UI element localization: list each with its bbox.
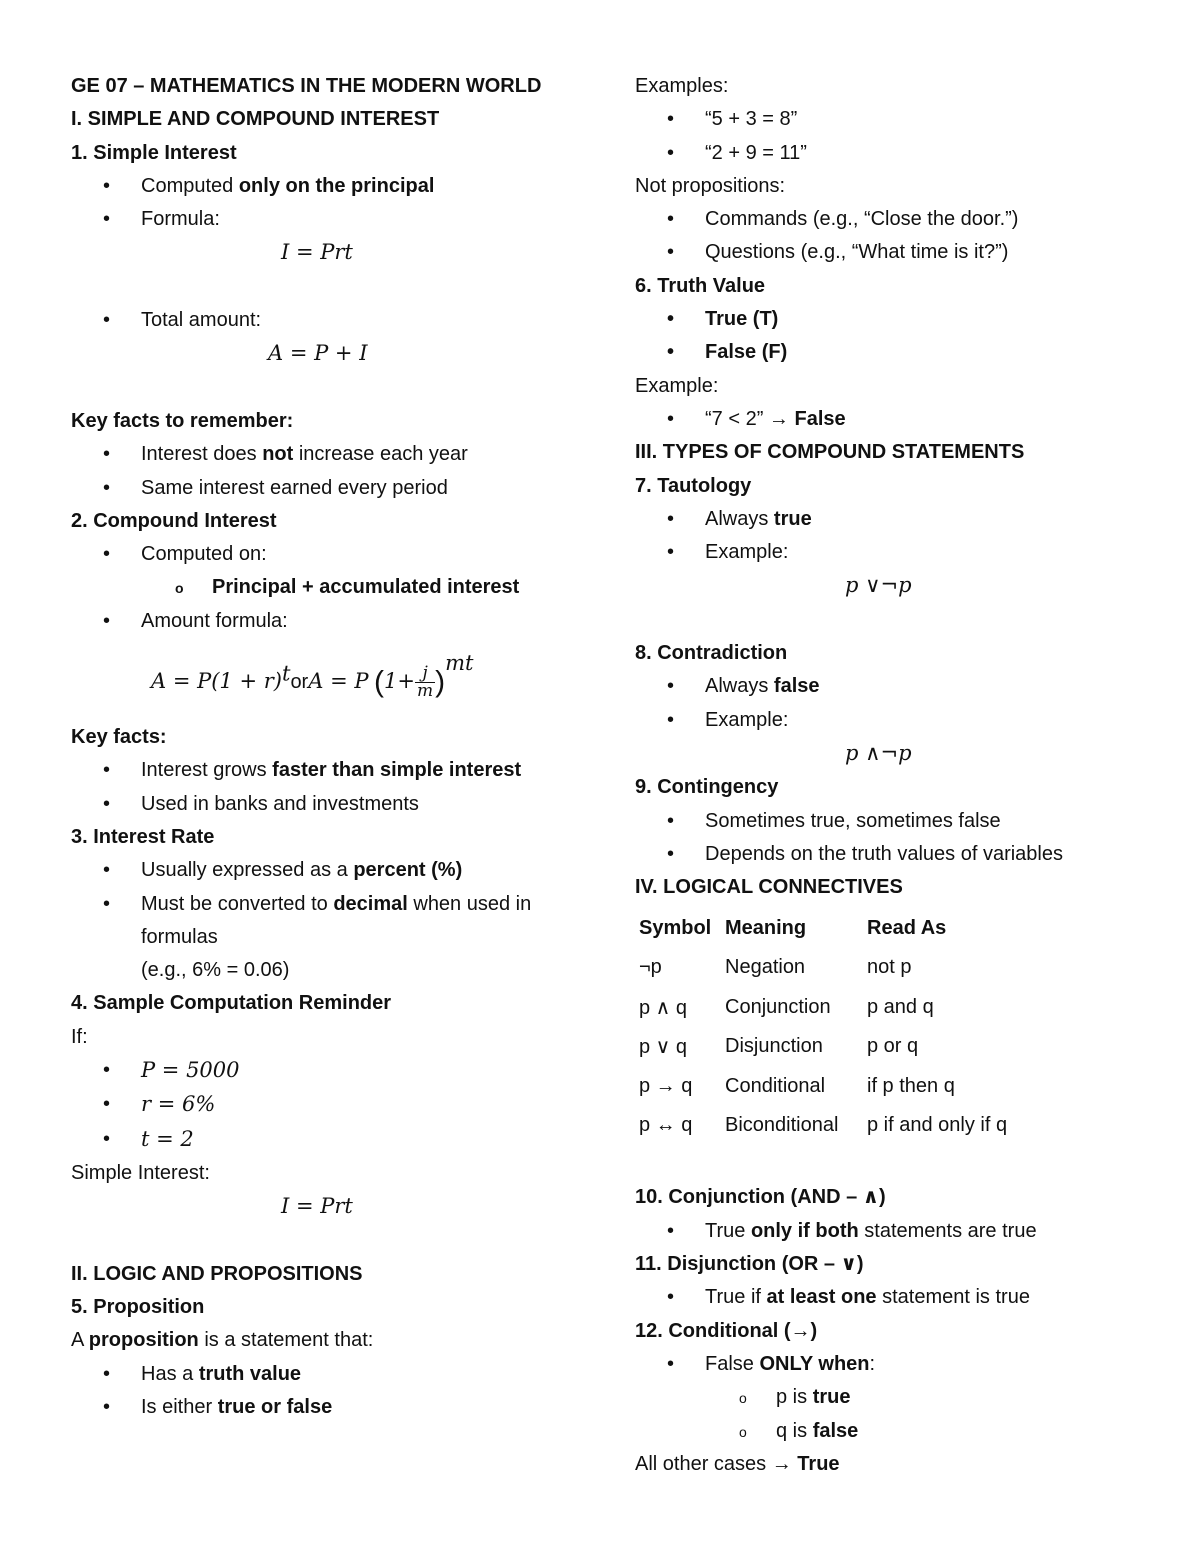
proposition-intro: A proposition is a statement that: — [71, 1329, 374, 1352]
key-facts-heading: Key facts: — [71, 726, 167, 749]
formula-sample: I = Prt — [281, 1194, 353, 1219]
table-row — [639, 1066, 1037, 1106]
list-item: • True only if both statements are true — [635, 1215, 1135, 1248]
list-item: • “7 < 2” → False — [635, 403, 1135, 436]
list-item-example: (e.g., 6% = 0.06) — [141, 959, 290, 982]
list-item: • Commands (e.g., “Close the door.”) — [635, 203, 1135, 236]
list-item: • Usually expressed as a percent (%) — [71, 854, 576, 887]
list-item: • Interest grows faster than simple interest — [71, 754, 581, 787]
table-cell: p ∨ q — [639, 1036, 687, 1059]
simple-interest-heading: 1. Simple Interest — [71, 141, 237, 164]
list-item: • t = 2 — [71, 1123, 576, 1157]
formula-compound-amount: $A = P(1 + r)^torA = P$ (1+ $\frac{j}{m}$ )$^{mt}$ — [151, 651, 474, 702]
section-4-heading: IV. LOGICAL CONNECTIVES — [635, 876, 903, 899]
list-item: • Must be converted to decimal when used in formulas — [71, 888, 571, 955]
contradiction-heading: 8. Contradiction — [635, 642, 788, 665]
example-label: Example: — [635, 374, 719, 397]
table-cell: Biconditional — [725, 1114, 839, 1137]
list-item: • False ONLY when: — [635, 1348, 1135, 1381]
column-header: Meaning — [725, 916, 807, 939]
list-item: • Always true — [635, 503, 1135, 536]
column-header: Symbol — [639, 916, 712, 939]
sub-list-item: o p is true — [635, 1381, 1135, 1414]
sample-computation-heading: 4. Sample Computation Reminder — [71, 992, 392, 1015]
table-cell: not p — [867, 956, 912, 979]
connectives-table — [639, 908, 1037, 1145]
list-item: • True if at least one statement is true — [635, 1281, 1135, 1314]
if-label: If: — [71, 1025, 88, 1048]
truth-value-heading: 6. Truth Value — [635, 274, 766, 297]
table-cell: p and q — [867, 995, 934, 1018]
table-cell: if p then q — [867, 1074, 955, 1097]
column-header: Read As — [867, 916, 947, 939]
conjunction-heading: 10. Conjunction (AND – ∧) — [635, 1186, 886, 1209]
list-item: • r = 6% — [71, 1088, 576, 1122]
list-item: • “2 + 9 = 11” — [635, 137, 1135, 170]
table-cell: p ∧ q — [639, 996, 687, 1019]
list-item: • Formula: — [71, 203, 576, 236]
table-cell: Negation — [725, 956, 806, 979]
list-item: • Questions (e.g., “What time is it?”) — [635, 236, 1135, 269]
table-cell: p ↔ q — [639, 1114, 693, 1137]
list-item: • Total amount: — [71, 304, 576, 337]
list-item: • Amount formula: — [71, 605, 576, 638]
formula-contradiction: p ∧¬p — [845, 740, 912, 765]
table-row — [639, 1106, 1037, 1146]
list-item: • Is either true or false — [71, 1391, 576, 1424]
list-item: • Depends on the truth values of variables — [635, 838, 1135, 871]
list-item: • Same interest earned every period — [71, 472, 576, 505]
list-item: • P = 5000 — [71, 1054, 576, 1088]
compound-interest-heading: 2. Compound Interest — [71, 509, 277, 532]
interest-rate-heading: 3. Interest Rate — [71, 825, 215, 848]
contingency-heading: 9. Contingency — [635, 776, 779, 799]
section-3-heading: III. TYPES OF COMPOUND STATEMENTS — [635, 441, 1025, 464]
not-propositions-label: Not propositions: — [635, 174, 786, 197]
conditional-heading: 12. Conditional (→) — [635, 1319, 818, 1342]
list-item: • Computed on: — [71, 538, 576, 571]
list-item: • “5 + 3 = 8” — [635, 103, 1135, 136]
key-facts-heading: Key facts to remember: — [71, 409, 294, 432]
formula-tautology: p ∨¬p — [845, 573, 912, 598]
sub-list-item: o Principal + accumulated interest — [71, 571, 576, 604]
table-cell: Conditional — [725, 1074, 826, 1097]
table-row — [639, 987, 1037, 1027]
table-cell: Conjunction — [725, 995, 831, 1018]
table-cell: p → q — [639, 1074, 693, 1097]
right-column — [635, 70, 1135, 1481]
disjunction-heading: 11. Disjunction (OR – ∨) — [635, 1253, 864, 1276]
table-cell: p if and only if q — [867, 1114, 1008, 1137]
list-item: • Has a truth value — [71, 1358, 576, 1391]
list-item: • Sometimes true, sometimes false — [635, 805, 1135, 838]
examples-label: Examples: — [635, 75, 729, 97]
left-column — [71, 70, 576, 1424]
list-item: • Interest does not increase each year — [71, 438, 576, 471]
list-item: • False (F) — [635, 336, 1135, 369]
page-title: GE 07 – MATHEMATICS IN THE MODERN WORLD — [71, 75, 542, 97]
section-1-heading: I. SIMPLE AND COMPOUND INTEREST — [71, 108, 440, 131]
list-item: • Example: — [635, 704, 1135, 737]
simple-interest-label: Simple Interest: — [71, 1161, 210, 1184]
proposition-heading: 5. Proposition — [71, 1296, 205, 1319]
list-item: • Used in banks and investments — [71, 788, 576, 821]
table-cell: Disjunction — [725, 1035, 823, 1058]
other-cases-line: All other cases → True — [635, 1452, 840, 1475]
list-item: • Example: — [635, 536, 1135, 569]
list-item: • Computed only on the principal — [71, 170, 576, 203]
table-cell: p or q — [867, 1035, 919, 1058]
list-item: • Always false — [635, 670, 1135, 703]
sub-list-item: o q is false — [635, 1415, 1135, 1448]
table-row — [639, 948, 1037, 988]
formula-total-amount: A = P + I — [268, 341, 368, 366]
list-item: • True (T) — [635, 303, 1135, 336]
section-2-heading: II. LOGIC AND PROPOSITIONS — [71, 1262, 363, 1285]
table-cell: ¬p — [639, 956, 662, 979]
table-row — [639, 1027, 1037, 1067]
formula-simple-interest: I = Prt — [281, 240, 353, 265]
table-header-row — [639, 908, 1037, 948]
tautology-heading: 7. Tautology — [635, 474, 752, 497]
